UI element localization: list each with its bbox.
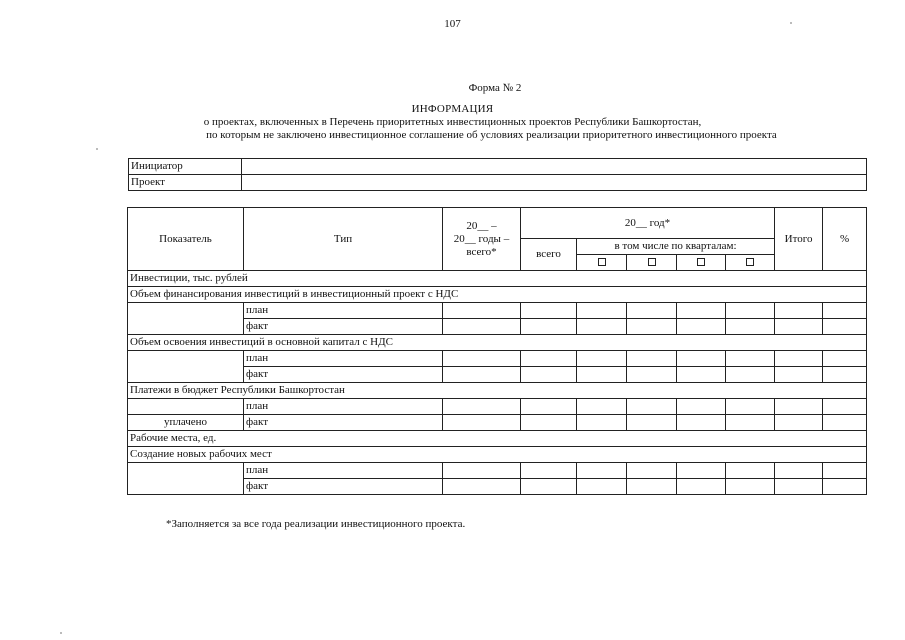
cell[interactable] — [627, 463, 677, 479]
cell[interactable] — [823, 463, 867, 479]
header-period-line-3: всего* — [466, 245, 497, 258]
scan-speck — [96, 148, 98, 150]
header-period-line-1: 20__ – — [466, 219, 497, 232]
initiator-label: Инициатор — [129, 159, 242, 175]
cell[interactable] — [521, 351, 577, 367]
cell[interactable] — [775, 415, 823, 431]
row-label-fact: факт — [244, 415, 443, 431]
section-row-budget — [128, 383, 867, 399]
document-subtitle-line-2: по которым не заключено инвестиционное соглашение об условиях реализации приоритетного инвестиционного проекта — [206, 129, 777, 141]
quarter-4-checkbox[interactable] — [726, 255, 775, 271]
cell[interactable] — [726, 479, 775, 495]
checkbox-icon — [648, 258, 656, 266]
cell[interactable] — [443, 367, 521, 383]
section-new-jobs: Создание новых рабочих мест — [128, 447, 867, 463]
cell[interactable] — [726, 367, 775, 383]
cell[interactable] — [577, 319, 627, 335]
section-assimilation: Объем освоения инвестиций в основной капитал с НДС — [128, 335, 867, 351]
table-row — [128, 463, 867, 479]
cell[interactable] — [823, 351, 867, 367]
table-row — [128, 303, 867, 319]
section-row-investments — [128, 271, 867, 287]
document-subtitle-line-1: о проектах, включенных в Перечень приоритетных инвестиционных проектов Республики Башкортостан, — [203, 116, 702, 128]
cell[interactable] — [627, 303, 677, 319]
row-label-fact: факт — [244, 319, 443, 335]
cell[interactable] — [775, 399, 823, 415]
empty-cell — [128, 303, 244, 335]
cell[interactable] — [443, 351, 521, 367]
cell[interactable] — [823, 479, 867, 495]
header-period — [443, 208, 521, 271]
quarter-2-checkbox[interactable] — [627, 255, 677, 271]
cell[interactable] — [521, 479, 577, 495]
cell[interactable] — [726, 303, 775, 319]
cell[interactable] — [823, 367, 867, 383]
cell[interactable] — [823, 415, 867, 431]
project-label: Проект — [129, 175, 242, 191]
cell[interactable] — [775, 319, 823, 335]
cell[interactable] — [577, 303, 627, 319]
header-indicator: Показатель — [128, 208, 244, 271]
cell[interactable] — [443, 479, 521, 495]
cell[interactable] — [627, 367, 677, 383]
section-row-jobs — [128, 431, 867, 447]
cell[interactable] — [521, 399, 577, 415]
cell[interactable] — [726, 399, 775, 415]
cell[interactable] — [677, 319, 726, 335]
initiator-value[interactable] — [242, 159, 867, 175]
header-quarters: в том числе по кварталам: — [577, 239, 775, 255]
cell[interactable] — [726, 463, 775, 479]
table-row — [128, 351, 867, 367]
cell[interactable] — [726, 319, 775, 335]
cell[interactable] — [443, 319, 521, 335]
section-row-assimilation — [128, 335, 867, 351]
scan-speck — [60, 632, 62, 634]
cell[interactable] — [443, 399, 521, 415]
cell[interactable] — [521, 415, 577, 431]
quarter-3-checkbox[interactable] — [677, 255, 726, 271]
project-value[interactable] — [242, 175, 867, 191]
cell[interactable] — [521, 367, 577, 383]
cell[interactable] — [577, 399, 627, 415]
checkbox-icon — [746, 258, 754, 266]
initiator-table — [128, 158, 867, 191]
section-investments: Инвестиции, тыс. рублей — [128, 271, 867, 287]
indicators-table — [127, 207, 867, 495]
scan-speck — [790, 22, 792, 24]
cell[interactable] — [775, 463, 823, 479]
section-budget: Платежи в бюджет Республики Башкортостан — [128, 383, 867, 399]
header-type: Тип — [244, 208, 443, 271]
header-year: 20__ год* — [521, 208, 775, 239]
cell[interactable] — [521, 463, 577, 479]
cell[interactable] — [677, 399, 726, 415]
header-row — [128, 208, 867, 239]
cell[interactable] — [677, 463, 726, 479]
section-jobs: Рабочие места, ед. — [128, 431, 867, 447]
header-itogo: Итого — [775, 208, 823, 271]
section-row-financing — [128, 287, 867, 303]
cell[interactable] — [577, 479, 627, 495]
cell[interactable] — [677, 351, 726, 367]
form-number: Форма № 2 — [468, 82, 522, 94]
header-total: всего — [521, 239, 577, 271]
header-percent: % — [823, 208, 867, 271]
cell[interactable] — [577, 367, 627, 383]
footnote: *Заполняется за все года реализации инвестиционного проекта. — [166, 518, 466, 530]
cell[interactable] — [775, 351, 823, 367]
cell[interactable] — [577, 415, 627, 431]
row-label-plan: план — [244, 463, 443, 479]
row-label-plan: план — [244, 303, 443, 319]
checkbox-icon — [697, 258, 705, 266]
row-label-plan: план — [244, 399, 443, 415]
quarter-1-checkbox[interactable] — [577, 255, 627, 271]
cell[interactable] — [775, 479, 823, 495]
row-label-fact: факт — [244, 479, 443, 495]
cell[interactable] — [677, 415, 726, 431]
cell[interactable] — [627, 399, 677, 415]
empty-cell — [128, 351, 244, 383]
cell[interactable] — [775, 303, 823, 319]
section-financing: Объем финансирования инвестиций в инвестиционный проект с НДС — [128, 287, 867, 303]
cell[interactable] — [521, 319, 577, 335]
cell[interactable] — [627, 319, 677, 335]
cell[interactable] — [443, 303, 521, 319]
cell[interactable] — [726, 415, 775, 431]
document-header — [0, 103, 905, 142]
row-label-paid: уплачено — [128, 415, 244, 431]
header-period-line-2: 20__ годы – — [453, 232, 510, 245]
cell[interactable] — [443, 463, 521, 479]
cell[interactable] — [627, 479, 677, 495]
table-row — [128, 415, 867, 431]
section-row-new-jobs — [128, 447, 867, 463]
checkbox-icon — [598, 258, 606, 266]
table-row — [128, 399, 867, 415]
cell[interactable] — [627, 351, 677, 367]
page-number: 107 — [444, 18, 461, 30]
cell[interactable] — [677, 303, 726, 319]
cell[interactable] — [677, 479, 726, 495]
cell[interactable] — [627, 415, 677, 431]
row-label-fact: факт — [244, 367, 443, 383]
row-label-plan: план — [244, 351, 443, 367]
cell[interactable] — [775, 367, 823, 383]
cell[interactable] — [577, 463, 627, 479]
cell[interactable] — [521, 303, 577, 319]
document-title: ИНФОРМАЦИЯ — [411, 103, 494, 115]
cell[interactable] — [823, 399, 867, 415]
cell[interactable] — [443, 415, 521, 431]
cell[interactable] — [823, 319, 867, 335]
empty-cell — [128, 463, 244, 495]
cell[interactable] — [726, 351, 775, 367]
cell[interactable] — [677, 367, 726, 383]
cell[interactable] — [823, 303, 867, 319]
empty-cell — [128, 399, 244, 415]
cell[interactable] — [577, 351, 627, 367]
